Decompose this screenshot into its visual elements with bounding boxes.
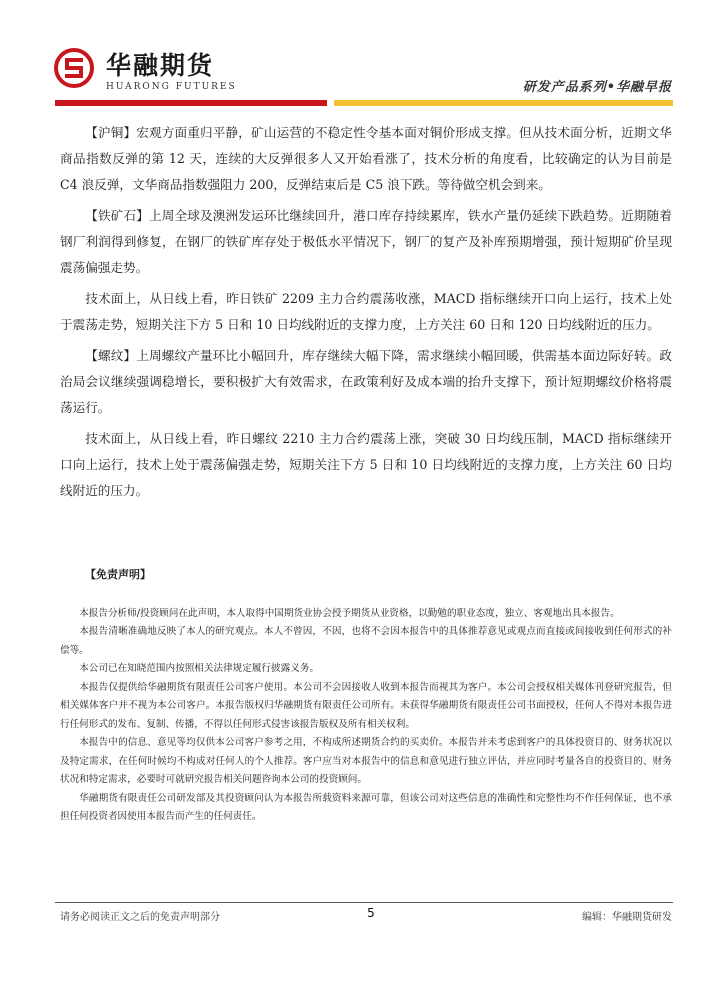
header-red-bar <box>55 100 327 106</box>
report-series-title: 研发产品系列•华融早报 <box>522 80 672 95</box>
disclaimer-section <box>60 566 672 827</box>
disclaimer-paragraph: 本报告清晰准确地反映了本人的研究观点。本人不曾因，不因，也将不会因本报告中的具体推荐意见或观点而直接或间接收到任何形式的补偿等。 <box>60 626 672 656</box>
header-gold-bar <box>334 100 673 106</box>
report-body <box>60 120 672 509</box>
footer-editor: 编辑：华融期货研发 <box>582 912 672 923</box>
page-header <box>0 0 728 110</box>
paragraph-iron-ore: 【铁矿石】上周全球及澳洲发运环比继续回升，港口库存持续累库，铁水产量仍延续下跌趋势。近期随着钢厂利润得到修复，在钢厂的铁矿库存处于极低水平情况下，钢厂的复产及补库预期增强，预计短期矿价呈现震荡偏强走势。 <box>60 208 672 275</box>
brand-name-cn: 华融期货 <box>106 51 215 80</box>
disclaimer-paragraph: 本公司已在知晓范围内按照相关法律规定履行披露义务。 <box>79 663 320 674</box>
paragraph-copper: 【沪铜】宏观方面重归平静，矿山运营的不稳定性令基本面对铜价形成支撑。但从技术面分析，近期文华商品指数反弹的第 12 天，连续的大反弹很多人又开始看涨了，技术分析的角度看，比较确定的认为目前是 C4 浪反弹，文华商品指数强阻力 200，反弹结束后是 C5 浪下跌。等待做空机会到来。 <box>60 125 672 192</box>
disclaimer-paragraph: 本报告中的信息、意见等均仅供本公司客户参考之用，不构成所述期货合约的买卖价。本报告并未考虑到客户的具体投资目的、财务状况以及特定需求，在任何时候均不构成对任何人的个人推荐。客户应当对本报告中的信息和意见进行独立评估，并应同时考量各自的投资目的、财务状况和特定需求，必要时可就研究报告相关问题咨询本公司的投资顾问。 <box>60 737 672 785</box>
disclaimer-title: 【免责声明】 <box>85 568 151 581</box>
paragraph-iron-ore-technical: 技术面上，从日线上看，昨日铁矿 2209 主力合约震荡收涨，MACD 指标继续开口向上运行，技术上处于震荡走势，短期关注下方 5 日和 10 日均线附近的支撑力度，上方关注 60 日和 120 日均线附近的压力。 <box>60 291 672 332</box>
disclaimer-paragraph: 本报告分析师/投资顾问在此声明，本人取得中国期货业协会授予期货从业资格，以勤勉的职业态度，独立、客观地出具本报告。 <box>79 607 620 619</box>
paragraph-rebar-technical: 技术面上，从日线上看，昨日螺纹 2210 主力合约震荡上涨，突破 30 日均线压制，MACD 指标继续开口向上运行，技术上处于震荡偏强走势，短期关注下方 5 日和 10 日均线附近的支撑力度，上方关注 60 日均线附近的压力。 <box>60 431 672 498</box>
page-number: 5 <box>367 906 375 920</box>
footer-notice: 请务必阅读正文之后的免责声明部分 <box>60 912 220 923</box>
paragraph-rebar: 【螺纹】上周螺纹产量环比小幅回升，库存继续大幅下降，需求继续小幅回暖，供需基本面边际好转。政治局会议继续强调稳增长，要积极扩大有效需求，在政策利好及成本端的抬升支撑下，预计短期螺纹价格将震荡运行。 <box>60 348 672 415</box>
disclaimer-paragraph: 本报告仅提供给华融期货有限责任公司客户使用。本公司不会因接收人收到本报告而视其为客户。本公司会授权相关媒体刊登研究报告，但相关媒体客户并不视为本公司客户。本报告版权归华融期货有限责任公司所有。未获得华融期货有限责任公司书面授权，任何人不得对本报告进行任何形式的发布、复制、传播，不得以任何形式侵害该报告版权及所有相关权利。 <box>60 681 672 730</box>
huarong-logo-icon <box>54 48 94 88</box>
disclaimer-paragraph: 华融期货有限责任公司研发部及其投资顾问认为本报告所载资料来源可靠，但该公司对这些信息的准确性和完整性均不作任何保证，也不承担任何投资者因使用本报告而产生的任何责任。 <box>60 792 672 822</box>
footer-divider <box>55 902 673 903</box>
brand-name-en: HUARONG FUTURES <box>106 82 237 92</box>
